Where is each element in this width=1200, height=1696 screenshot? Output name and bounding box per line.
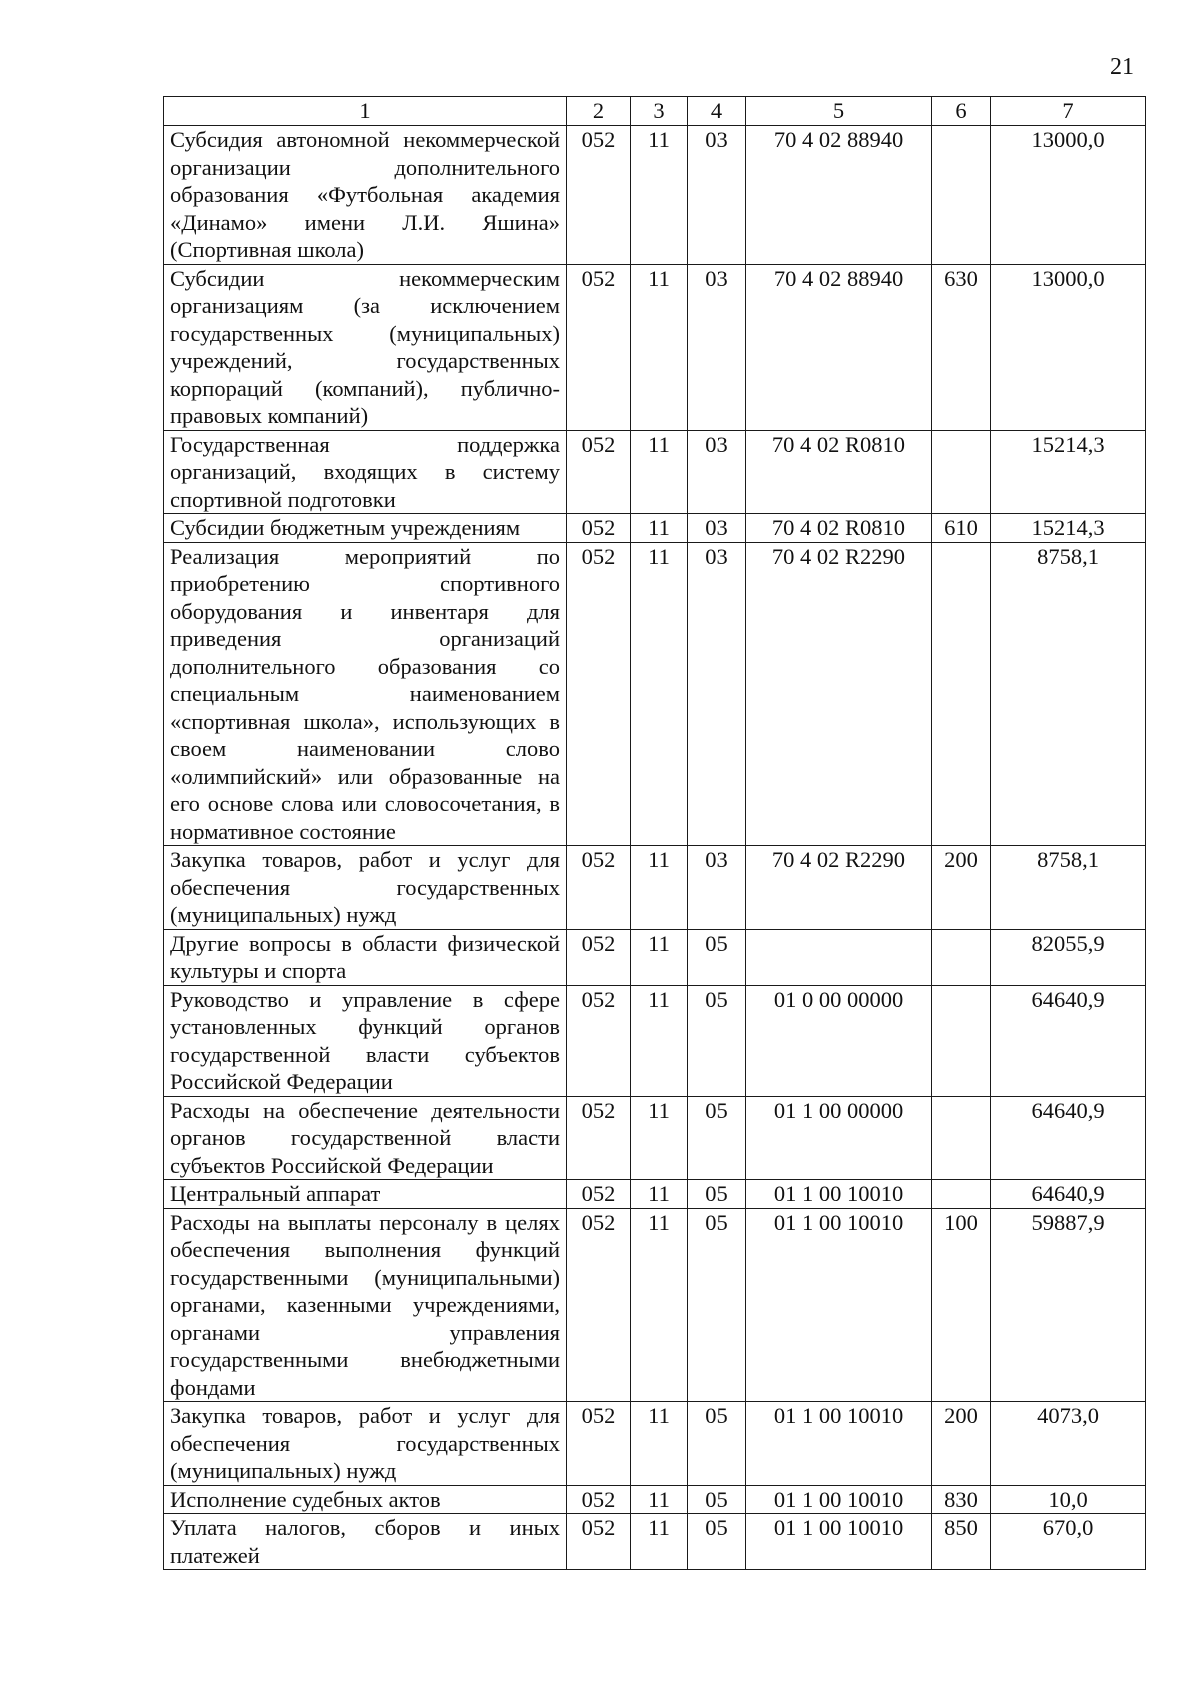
row-name-cell: Реализация мероприятий по приобретению спортивного оборудования и инвентаря для приведения организаций дополнительного образования со специальным наименованием «спортивная школа», использующих в своем наименовании слово «олимпийский» или образованные на его основе слова или словосочетания, в нормативное состояние <box>164 542 567 846</box>
row-name-cell: Уплата налогов, сборов и иных платежей <box>164 1514 567 1570</box>
amount-cell: 13000,0 <box>991 126 1146 265</box>
section-code-cell: 11 <box>631 1180 688 1209</box>
subsection-code-cell: 03 <box>688 846 746 930</box>
expense-type-cell: 850 <box>932 1514 991 1570</box>
table-row <box>164 542 1146 846</box>
budget-table <box>163 96 1146 1570</box>
expense-type-cell <box>932 126 991 265</box>
expense-type-cell: 830 <box>932 1485 991 1514</box>
section-code-cell: 11 <box>631 846 688 930</box>
row-name-cell: Закупка товаров, работ и услуг для обеспечения государственных (муниципальных) нужд <box>164 1402 567 1486</box>
subsection-code-cell: 05 <box>688 1402 746 1486</box>
target-article-cell: 70 4 02 R0810 <box>746 430 932 514</box>
expense-type-cell: 200 <box>932 1402 991 1486</box>
amount-cell: 8758,1 <box>991 846 1146 930</box>
expense-type-cell <box>932 542 991 846</box>
section-code-cell: 11 <box>631 264 688 430</box>
expense-type-cell: 100 <box>932 1208 991 1402</box>
target-article-cell: 70 4 02 88940 <box>746 264 932 430</box>
section-code-cell: 11 <box>631 1485 688 1514</box>
section-code-cell: 11 <box>631 126 688 265</box>
table-row <box>164 846 1146 930</box>
column-header: 4 <box>688 97 746 126</box>
column-header: 6 <box>932 97 991 126</box>
ministry-code-cell: 052 <box>567 1096 631 1180</box>
ministry-code-cell: 052 <box>567 985 631 1096</box>
subsection-code-cell: 03 <box>688 542 746 846</box>
amount-cell: 15214,3 <box>991 430 1146 514</box>
amount-cell: 64640,9 <box>991 1180 1146 1209</box>
target-article-cell <box>746 929 932 985</box>
subsection-code-cell: 05 <box>688 1485 746 1514</box>
expense-type-cell: 610 <box>932 514 991 543</box>
table-row <box>164 1514 1146 1570</box>
amount-cell: 59887,9 <box>991 1208 1146 1402</box>
table-row <box>164 264 1146 430</box>
column-header: 3 <box>631 97 688 126</box>
subsection-code-cell: 05 <box>688 1180 746 1209</box>
amount-cell: 64640,9 <box>991 985 1146 1096</box>
table-row <box>164 1485 1146 1514</box>
expense-type-cell: 630 <box>932 264 991 430</box>
ministry-code-cell: 052 <box>567 264 631 430</box>
subsection-code-cell: 03 <box>688 430 746 514</box>
table-row <box>164 514 1146 543</box>
target-article-cell: 70 4 02 R2290 <box>746 542 932 846</box>
table-row <box>164 1096 1146 1180</box>
ministry-code-cell: 052 <box>567 514 631 543</box>
row-name-cell: Субсидии некоммерческим организациям (за исключением государственных (муниципальных) учреждений, государственных корпораций (компаний), публично-правовых компаний) <box>164 264 567 430</box>
ministry-code-cell: 052 <box>567 1402 631 1486</box>
ministry-code-cell: 052 <box>567 542 631 846</box>
table-row <box>164 1208 1146 1402</box>
section-code-cell: 11 <box>631 1096 688 1180</box>
subsection-code-cell: 05 <box>688 1096 746 1180</box>
expense-type-cell <box>932 430 991 514</box>
ministry-code-cell: 052 <box>567 430 631 514</box>
section-code-cell: 11 <box>631 1208 688 1402</box>
table-row <box>164 929 1146 985</box>
ministry-code-cell: 052 <box>567 126 631 265</box>
expense-type-cell <box>932 929 991 985</box>
row-name-cell: Субсидии бюджетным учреждениям <box>164 514 567 543</box>
ministry-code-cell: 052 <box>567 1208 631 1402</box>
row-name-cell: Государственная поддержка организаций, входящих в систему спортивной подготовки <box>164 430 567 514</box>
target-article-cell: 01 1 00 10010 <box>746 1208 932 1402</box>
section-code-cell: 11 <box>631 929 688 985</box>
target-article-cell: 01 1 00 10010 <box>746 1180 932 1209</box>
table-row <box>164 126 1146 265</box>
ministry-code-cell: 052 <box>567 1180 631 1209</box>
section-code-cell: 11 <box>631 985 688 1096</box>
target-article-cell: 01 1 00 10010 <box>746 1485 932 1514</box>
column-header: 7 <box>991 97 1146 126</box>
row-name-cell: Закупка товаров, работ и услуг для обеспечения государственных (муниципальных) нужд <box>164 846 567 930</box>
section-code-cell: 11 <box>631 1402 688 1486</box>
row-name-cell: Другие вопросы в области физической культуры и спорта <box>164 929 567 985</box>
amount-cell: 4073,0 <box>991 1402 1146 1486</box>
expense-type-cell: 200 <box>932 846 991 930</box>
subsection-code-cell: 05 <box>688 1514 746 1570</box>
table-row <box>164 985 1146 1096</box>
amount-cell: 670,0 <box>991 1514 1146 1570</box>
section-code-cell: 11 <box>631 542 688 846</box>
section-code-cell: 11 <box>631 430 688 514</box>
target-article-cell: 01 1 00 10010 <box>746 1402 932 1486</box>
ministry-code-cell: 052 <box>567 1514 631 1570</box>
row-name-cell: Субсидия автономной некоммерческой организации дополнительного образования «Футбольная академия «Динамо» имени Л.И. Яшина» (Спортивная школа) <box>164 126 567 265</box>
amount-cell: 15214,3 <box>991 514 1146 543</box>
amount-cell: 82055,9 <box>991 929 1146 985</box>
expense-type-cell <box>932 1180 991 1209</box>
section-code-cell: 11 <box>631 1514 688 1570</box>
row-name-cell: Исполнение судебных актов <box>164 1485 567 1514</box>
amount-cell: 10,0 <box>991 1485 1146 1514</box>
expense-type-cell <box>932 985 991 1096</box>
subsection-code-cell: 03 <box>688 514 746 543</box>
target-article-cell: 01 1 00 00000 <box>746 1096 932 1180</box>
column-header: 5 <box>746 97 932 126</box>
ministry-code-cell: 052 <box>567 929 631 985</box>
target-article-cell: 01 1 00 10010 <box>746 1514 932 1570</box>
target-article-cell: 01 0 00 00000 <box>746 985 932 1096</box>
subsection-code-cell: 03 <box>688 264 746 430</box>
subsection-code-cell: 05 <box>688 1208 746 1402</box>
table-row <box>164 1180 1146 1209</box>
row-name-cell: Расходы на обеспечение деятельности органов государственной власти субъектов Российской Федерации <box>164 1096 567 1180</box>
subsection-code-cell: 05 <box>688 985 746 1096</box>
table-row <box>164 1402 1146 1486</box>
ministry-code-cell: 052 <box>567 846 631 930</box>
amount-cell: 13000,0 <box>991 264 1146 430</box>
column-header: 1 <box>164 97 567 126</box>
ministry-code-cell: 052 <box>567 1485 631 1514</box>
row-name-cell: Расходы на выплаты персоналу в целях обеспечения выполнения функций государственными (муниципальными) органами, казенными учреждениями, органами управления государственными внебюджетными фондами <box>164 1208 567 1402</box>
row-name-cell: Руководство и управление в сфере установленных функций органов государственной власти субъектов Российской Федерации <box>164 985 567 1096</box>
column-header: 2 <box>567 97 631 126</box>
amount-cell: 8758,1 <box>991 542 1146 846</box>
section-code-cell: 11 <box>631 514 688 543</box>
table-row <box>164 430 1146 514</box>
amount-cell: 64640,9 <box>991 1096 1146 1180</box>
target-article-cell: 70 4 02 R2290 <box>746 846 932 930</box>
row-name-cell: Центральный аппарат <box>164 1180 567 1209</box>
subsection-code-cell: 03 <box>688 126 746 265</box>
page-number: 21 <box>1110 54 1134 80</box>
expense-type-cell <box>932 1096 991 1180</box>
header-row <box>164 97 1146 126</box>
target-article-cell: 70 4 02 88940 <box>746 126 932 265</box>
subsection-code-cell: 05 <box>688 929 746 985</box>
target-article-cell: 70 4 02 R0810 <box>746 514 932 543</box>
